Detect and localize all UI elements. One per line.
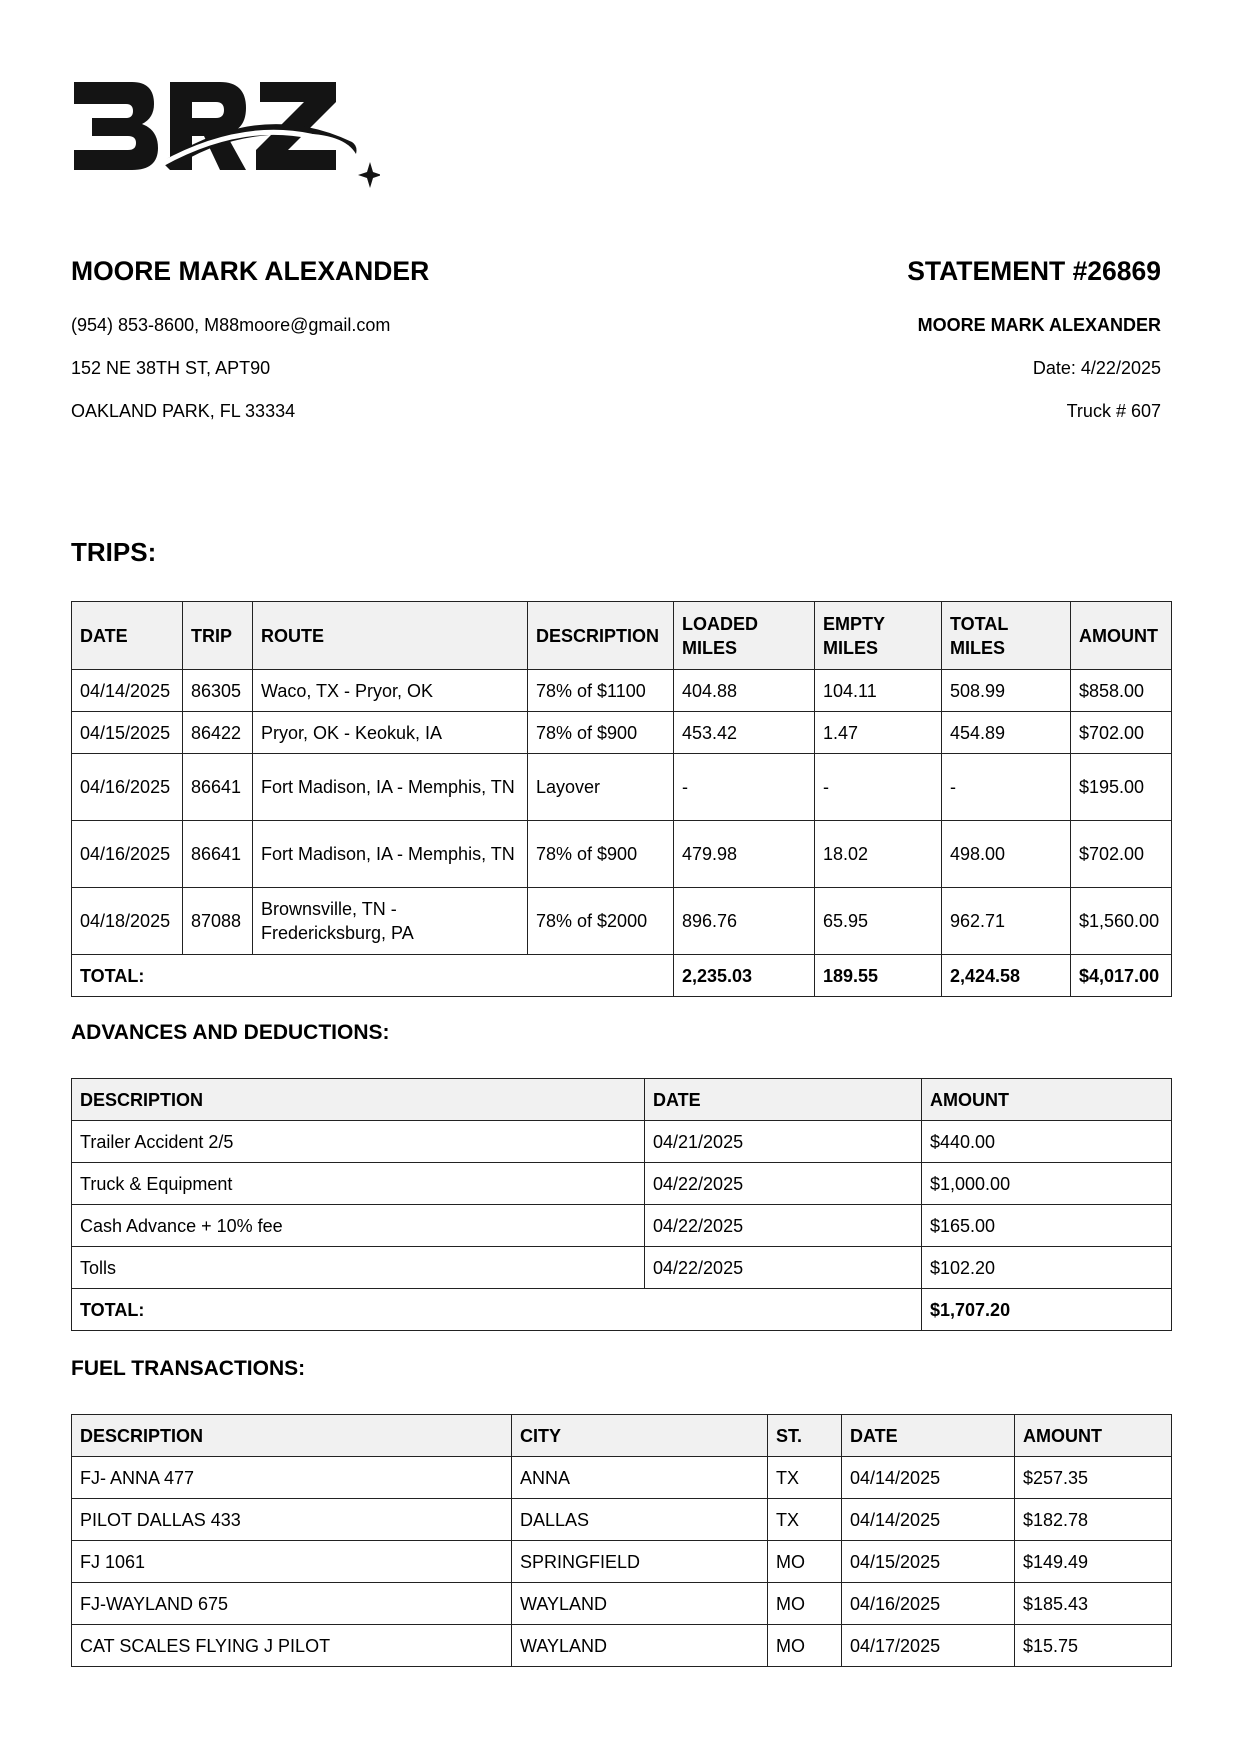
table-cell: - bbox=[942, 754, 1071, 821]
driver-info bbox=[71, 254, 631, 421]
table-cell: 04/15/2025 bbox=[72, 712, 183, 754]
table-cell: 86641 bbox=[183, 821, 253, 888]
table-cell: $257.35 bbox=[1015, 1457, 1172, 1499]
table-cell: 78% of $1100 bbox=[528, 670, 674, 712]
column-header: DESCRIPTION bbox=[72, 1079, 645, 1121]
table-row bbox=[72, 888, 1172, 955]
table-cell: 454.89 bbox=[942, 712, 1071, 754]
statement-date: Date: 4/22/2025 bbox=[1032, 358, 1161, 378]
table-cell: MO bbox=[768, 1583, 842, 1625]
table-cell: Tolls bbox=[72, 1247, 645, 1289]
advances-table bbox=[71, 1078, 1172, 1331]
table-cell: Trailer Accident 2/5 bbox=[72, 1121, 645, 1163]
table-cell: TX bbox=[768, 1499, 842, 1541]
table-total-row bbox=[72, 955, 1172, 997]
table-cell: 04/17/2025 bbox=[842, 1625, 1015, 1667]
table-cell: 04/16/2025 bbox=[842, 1583, 1015, 1625]
column-header: LOADED MILES bbox=[674, 602, 815, 670]
statement-name: MOORE MARK ALEXANDER bbox=[917, 315, 1161, 335]
table-cell: 18.02 bbox=[815, 821, 942, 888]
table-cell: SPRINGFIELD bbox=[512, 1541, 768, 1583]
column-header: EMPTY MILES bbox=[815, 602, 942, 670]
table-cell: 78% of $900 bbox=[528, 712, 674, 754]
table-cell: 87088 bbox=[183, 888, 253, 955]
column-header: ST. bbox=[768, 1415, 842, 1457]
table-cell: Waco, TX - Pryor, OK bbox=[253, 670, 528, 712]
table-row bbox=[72, 1499, 1172, 1541]
table-cell: MO bbox=[768, 1541, 842, 1583]
table-row bbox=[72, 1163, 1172, 1205]
table-cell: 04/14/2025 bbox=[842, 1457, 1015, 1499]
statement-title: STATEMENT #26869 bbox=[907, 256, 1161, 286]
total-amount: $1,707.20 bbox=[922, 1289, 1172, 1331]
table-cell: Layover bbox=[528, 754, 674, 821]
total-label: TOTAL: bbox=[72, 955, 674, 997]
table-cell: 498.00 bbox=[942, 821, 1071, 888]
table-cell: $1,560.00 bbox=[1071, 888, 1172, 955]
table-header-row bbox=[72, 1415, 1172, 1457]
table-cell: FJ- ANNA 477 bbox=[72, 1457, 512, 1499]
driver-name: MOORE MARK ALEXANDER bbox=[71, 256, 430, 286]
driver-address-line2: OAKLAND PARK, FL 33334 bbox=[71, 401, 296, 421]
column-header: AMOUNT bbox=[1071, 602, 1172, 670]
table-row bbox=[72, 1205, 1172, 1247]
table-cell: 04/14/2025 bbox=[72, 670, 183, 712]
trips-table bbox=[71, 601, 1172, 997]
table-cell: PILOT DALLAS 433 bbox=[72, 1499, 512, 1541]
total-empty-miles: 189.55 bbox=[815, 955, 942, 997]
table-cell: 86641 bbox=[183, 754, 253, 821]
table-cell: 04/21/2025 bbox=[645, 1121, 922, 1163]
total-label: TOTAL: bbox=[72, 1289, 922, 1331]
table-cell: TX bbox=[768, 1457, 842, 1499]
table-cell: $102.20 bbox=[922, 1247, 1172, 1289]
table-cell: 86422 bbox=[183, 712, 253, 754]
table-row bbox=[72, 1247, 1172, 1289]
table-cell: $149.49 bbox=[1015, 1541, 1172, 1583]
statement-info bbox=[601, 254, 1161, 421]
table-header-row bbox=[72, 1079, 1172, 1121]
table-cell: 04/22/2025 bbox=[645, 1163, 922, 1205]
table-cell: WAYLAND bbox=[512, 1625, 768, 1667]
total-loaded-miles: 2,235.03 bbox=[674, 955, 815, 997]
column-header: DATE bbox=[842, 1415, 1015, 1457]
table-cell: $185.43 bbox=[1015, 1583, 1172, 1625]
table-row bbox=[72, 670, 1172, 712]
table-cell: 104.11 bbox=[815, 670, 942, 712]
table-cell: Brownsville, TN - Fredericksburg, PA bbox=[253, 888, 528, 955]
table-cell: ANNA bbox=[512, 1457, 768, 1499]
table-cell: FJ 1061 bbox=[72, 1541, 512, 1583]
table-cell: 404.88 bbox=[674, 670, 815, 712]
statement-truck: Truck # 607 bbox=[1066, 401, 1161, 421]
table-cell: Fort Madison, IA - Memphis, TN bbox=[253, 821, 528, 888]
table-row bbox=[72, 1121, 1172, 1163]
table-cell: $1,000.00 bbox=[922, 1163, 1172, 1205]
column-header: TOTAL MILES bbox=[942, 602, 1071, 670]
column-header: CITY bbox=[512, 1415, 768, 1457]
table-cell: CAT SCALES FLYING J PILOT bbox=[72, 1625, 512, 1667]
table-total-row bbox=[72, 1289, 1172, 1331]
driver-address-line1: 152 NE 38TH ST, APT90 bbox=[71, 358, 271, 378]
table-row bbox=[72, 712, 1172, 754]
table-cell: 78% of $2000 bbox=[528, 888, 674, 955]
table-header-row bbox=[72, 602, 1172, 670]
table-cell: MO bbox=[768, 1625, 842, 1667]
table-cell: $195.00 bbox=[1071, 754, 1172, 821]
table-row bbox=[72, 821, 1172, 888]
column-header: DESCRIPTION bbox=[72, 1415, 512, 1457]
table-cell: $858.00 bbox=[1071, 670, 1172, 712]
table-cell: - bbox=[674, 754, 815, 821]
table-row bbox=[72, 1583, 1172, 1625]
table-cell: 04/16/2025 bbox=[72, 754, 183, 821]
table-cell: Fort Madison, IA - Memphis, TN bbox=[253, 754, 528, 821]
table-cell: 479.98 bbox=[674, 821, 815, 888]
table-cell: $440.00 bbox=[922, 1121, 1172, 1163]
table-cell: WAYLAND bbox=[512, 1583, 768, 1625]
trips-title: TRIPS: bbox=[71, 537, 157, 567]
fuel-table bbox=[71, 1414, 1172, 1667]
table-cell: $15.75 bbox=[1015, 1625, 1172, 1667]
table-cell: DALLAS bbox=[512, 1499, 768, 1541]
table-row bbox=[72, 1541, 1172, 1583]
column-header: TRIP bbox=[183, 602, 253, 670]
total-amount: $4,017.00 bbox=[1071, 955, 1172, 997]
table-cell: Pryor, OK - Keokuk, IA bbox=[253, 712, 528, 754]
table-row bbox=[72, 1457, 1172, 1499]
table-cell: Truck & Equipment bbox=[72, 1163, 645, 1205]
table-cell: 453.42 bbox=[674, 712, 815, 754]
table-cell: 04/22/2025 bbox=[645, 1205, 922, 1247]
brz-logo-icon bbox=[70, 78, 380, 193]
column-header: ROUTE bbox=[253, 602, 528, 670]
table-cell: Cash Advance + 10% fee bbox=[72, 1205, 645, 1247]
column-header: DATE bbox=[645, 1079, 922, 1121]
table-row bbox=[72, 1625, 1172, 1667]
table-cell: $702.00 bbox=[1071, 821, 1172, 888]
table-cell: FJ-WAYLAND 675 bbox=[72, 1583, 512, 1625]
table-cell: $702.00 bbox=[1071, 712, 1172, 754]
table-cell: 896.76 bbox=[674, 888, 815, 955]
column-header: AMOUNT bbox=[1015, 1415, 1172, 1457]
table-cell: 78% of $900 bbox=[528, 821, 674, 888]
column-header: DATE bbox=[72, 602, 183, 670]
table-cell: $165.00 bbox=[922, 1205, 1172, 1247]
table-cell: 04/16/2025 bbox=[72, 821, 183, 888]
table-cell: 65.95 bbox=[815, 888, 942, 955]
total-miles: 2,424.58 bbox=[942, 955, 1071, 997]
table-row bbox=[72, 754, 1172, 821]
table-cell: 508.99 bbox=[942, 670, 1071, 712]
table-cell: 04/18/2025 bbox=[72, 888, 183, 955]
table-cell: 04/22/2025 bbox=[645, 1247, 922, 1289]
table-cell: 1.47 bbox=[815, 712, 942, 754]
table-cell: $182.78 bbox=[1015, 1499, 1172, 1541]
fuel-title: FUEL TRANSACTIONS: bbox=[71, 1357, 306, 1380]
column-header: AMOUNT bbox=[922, 1079, 1172, 1121]
table-cell: 04/14/2025 bbox=[842, 1499, 1015, 1541]
table-cell: 962.71 bbox=[942, 888, 1071, 955]
driver-contact: (954) 853-8600, M88moore@gmail.com bbox=[71, 315, 391, 335]
table-cell: 04/15/2025 bbox=[842, 1541, 1015, 1583]
table-cell: - bbox=[815, 754, 942, 821]
column-header: DESCRIPTION bbox=[528, 602, 674, 670]
advances-title: ADVANCES AND DEDUCTIONS: bbox=[71, 1021, 390, 1044]
table-cell: 86305 bbox=[183, 670, 253, 712]
